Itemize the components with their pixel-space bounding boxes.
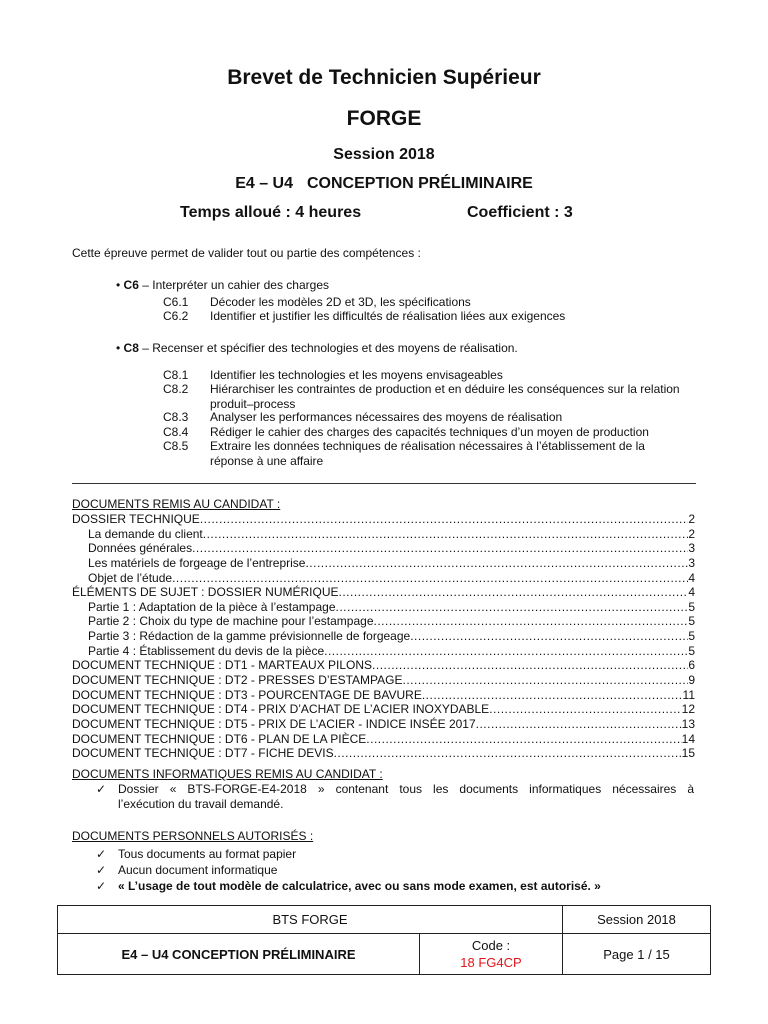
toc-entry [72, 732, 695, 747]
exam-heading [0, 175, 768, 193]
subcompetence-code: C6.2 [163, 309, 189, 323]
footer-program: BTS FORGE [272, 912, 348, 927]
toc-entry-label: Partie 3 : Rédaction de la gamme prévisionnelle de forgeage [88, 629, 411, 644]
toc-entry [72, 673, 695, 688]
toc-entry-page: 2 [688, 526, 695, 541]
time-allowed: Temps alloué : 4 heures [180, 204, 362, 221]
toc-entry-label: DOCUMENT TECHNIQUE : DT1 - MARTEAUX PILONS [72, 658, 373, 673]
subcompetence-text: Hiérarchiser les contraintes de production et en déduire les conséquences sur la relation produit–process [210, 382, 680, 411]
footer-session: Session 2018 [597, 912, 676, 927]
personnels-item-text: « L’usage de tout modèle de calculatrice, avec ou sans mode examen, est autorisé. » [118, 879, 601, 893]
toc-entry-label: DOCUMENT TECHNIQUE : DT7 - FICHE DEVIS [72, 746, 334, 761]
toc-entry-page: 5 [688, 629, 695, 644]
bullet-icon: • [116, 341, 121, 355]
subcompetence-code: C8.3 [163, 410, 189, 424]
subcompetence-text: Extraire les données techniques de réalisation nécessaires à l’établissement de la réponse à une affaire [210, 439, 645, 468]
toc-entry-label: DOSSIER TECHNIQUE [72, 512, 200, 526]
toc-entry-page: 15 [681, 746, 695, 761]
toc-entry-label: Les matériels de forgeage de l’entreprise [88, 555, 306, 570]
subcompetence-code: C8.4 [163, 425, 189, 439]
toc-entry-page: 5 [688, 599, 695, 614]
toc-entry [72, 527, 695, 542]
toc-leader [403, 673, 689, 688]
toc-entry-page: 5 [688, 614, 695, 629]
toc-entry-label: Partie 2 : Choix du type de machine pour l’estampage [88, 614, 374, 629]
toc-entry-label: Données générales [88, 541, 193, 556]
toc-entry-page: 14 [681, 731, 695, 746]
toc-entry [72, 644, 695, 659]
toc-leader [200, 512, 689, 527]
toc-entry [72, 702, 695, 717]
toc-entry-page: 4 [688, 570, 695, 585]
exam-name: CONCEPTION PRÉLIMINAIRE [307, 175, 533, 192]
documents-toc [72, 512, 695, 761]
toc-entry-page: 13 [681, 716, 695, 731]
document-subtitle: FORGE [346, 107, 422, 130]
footer-exam: E4 – U4 CONCEPTION PRÉLIMINAIRE [121, 946, 356, 962]
toc-entry [72, 556, 695, 571]
toc-entry-label: Objet de l’étude [88, 570, 173, 585]
competence-code: C8 [123, 341, 139, 355]
intro-text: Cette épreuve permet de valider tout ou partie des compétences : [72, 246, 421, 260]
toc-leader [366, 732, 681, 747]
bullet-icon: • [116, 278, 121, 292]
competence-label: – Recenser et spécifier des technologies et des moyens de réalisation. [138, 341, 518, 355]
toc-leader [334, 746, 682, 761]
toc-entry [72, 658, 695, 673]
toc-entry [72, 585, 695, 600]
toc-entry [72, 512, 695, 527]
toc-entry-page: 3 [688, 555, 695, 570]
toc-leader [372, 658, 688, 673]
informatiques-heading: DOCUMENTS INFORMATIQUES REMIS AU CANDIDAT : [72, 767, 383, 781]
toc-entry-label: Partie 1 : Adaptation de la pièce à l’estampage [88, 599, 336, 614]
toc-entry-label: ÉLÉMENTS DE SUJET : DOSSIER NUMÉRIQUE [72, 585, 339, 600]
competence-c8 [116, 341, 518, 356]
toc-entry [72, 614, 695, 629]
toc-leader [410, 629, 688, 644]
footer-code-value: 18 FG4CP [460, 955, 522, 970]
subcompetence-text: Identifier les technologies et les moyens envisageables [210, 368, 503, 382]
session-label: Session 2018 [333, 146, 435, 163]
competence-c6 [116, 278, 329, 293]
toc-entry [72, 746, 695, 761]
toc-leader [172, 571, 688, 586]
toc-leader [305, 556, 688, 571]
toc-leader [324, 644, 688, 659]
toc-leader [489, 702, 681, 717]
personnels-heading: DOCUMENTS PERSONNELS AUTORISÉS : [72, 829, 314, 843]
toc-leader [192, 541, 688, 556]
personnels-item-text: Tous documents au format papier [118, 847, 297, 861]
toc-entry [72, 629, 695, 644]
toc-entry [72, 571, 695, 586]
footer-code [420, 934, 562, 974]
toc-entry [72, 688, 695, 703]
toc-entry-label: Partie 4 : Établissement du devis de la pièce [88, 643, 325, 658]
subcompetence-text: Rédiger le cahier des charges des capacités techniques d’un moyen de production [210, 425, 649, 439]
footer-code-label: Code : [471, 938, 511, 953]
informatiques-line: Dossier « BTS-FORGE-E4-2018 » contenant tous les documents informatiques nécessaires à [118, 782, 694, 796]
coefficient: Coefficient : 3 [467, 204, 573, 221]
toc-entry-label: DOCUMENT TECHNIQUE : DT5 - PRIX DE L’ACIER - INDICE INSÉE 2017 [72, 716, 476, 731]
toc-leader [476, 717, 682, 732]
subcompetence-code: C6.1 [163, 295, 189, 309]
subcompetence-code: C8.1 [163, 368, 189, 382]
toc-entry-label: DOCUMENT TECHNIQUE : DT6 - PLAN DE LA PIÈCE [72, 731, 367, 746]
competence-label: – Interpréter un cahier des charges [138, 278, 329, 292]
competence-code: C6 [123, 278, 139, 292]
toc-entry-label: DOCUMENT TECHNIQUE : DT2 - PRESSES D’ESTAMPAGE [72, 673, 403, 688]
document-title: Brevet de Technicien Supérieur [227, 66, 541, 89]
toc-leader [336, 600, 689, 615]
toc-entry-page: 2 [688, 512, 695, 526]
toc-entry [72, 717, 695, 732]
toc-entry-label: DOCUMENT TECHNIQUE : DT4 - PRIX D’ACHAT DE L’ACIER INOXYDABLE [72, 702, 490, 717]
toc-entry-label: DOCUMENT TECHNIQUE : DT3 - POURCENTAGE DE BAVURE [72, 687, 422, 702]
check-icon: ✓ [96, 863, 107, 877]
footer-table [57, 905, 711, 975]
toc-entry [72, 600, 695, 615]
subcompetence-code: C8.2 [163, 382, 189, 396]
footer-page: Page 1 / 15 [603, 946, 670, 962]
subcompetence-text: Identifier et justifier les difficultés de réalisation liées aux exigences [210, 309, 566, 323]
informatiques-line: l’exécution du travail demandé. [118, 797, 284, 811]
toc-entry-page: 11 [682, 687, 695, 702]
subcompetence-text: Analyser les performances nécessaires des moyens de réalisation [210, 410, 563, 424]
exam-code: E4 – U4 [235, 175, 293, 192]
toc-entry-page: 5 [688, 643, 695, 658]
toc-entry [72, 541, 695, 556]
check-icon: ✓ [96, 782, 107, 796]
personnels-item-text: Aucun document informatique [118, 863, 278, 877]
check-icon: ✓ [96, 847, 107, 861]
toc-entry-page: 3 [688, 541, 695, 556]
toc-leader [203, 527, 689, 542]
toc-entry-page: 12 [681, 702, 695, 717]
subcompetence-code: C8.5 [163, 439, 189, 453]
toc-leader [374, 614, 689, 629]
toc-entry-label: La demande du client [88, 526, 203, 541]
toc-entry-page: 9 [688, 673, 695, 688]
toc-entry-page: 4 [688, 585, 695, 600]
toc-leader [422, 688, 683, 703]
check-icon: ✓ [96, 879, 107, 893]
toc-leader [339, 585, 689, 600]
documents-heading: DOCUMENTS REMIS AU CANDIDAT : [72, 497, 281, 511]
section-divider [72, 483, 696, 484]
subcompetence-text: Décoder les modèles 2D et 3D, les spécifications [210, 295, 471, 309]
toc-entry-page: 6 [688, 658, 695, 673]
